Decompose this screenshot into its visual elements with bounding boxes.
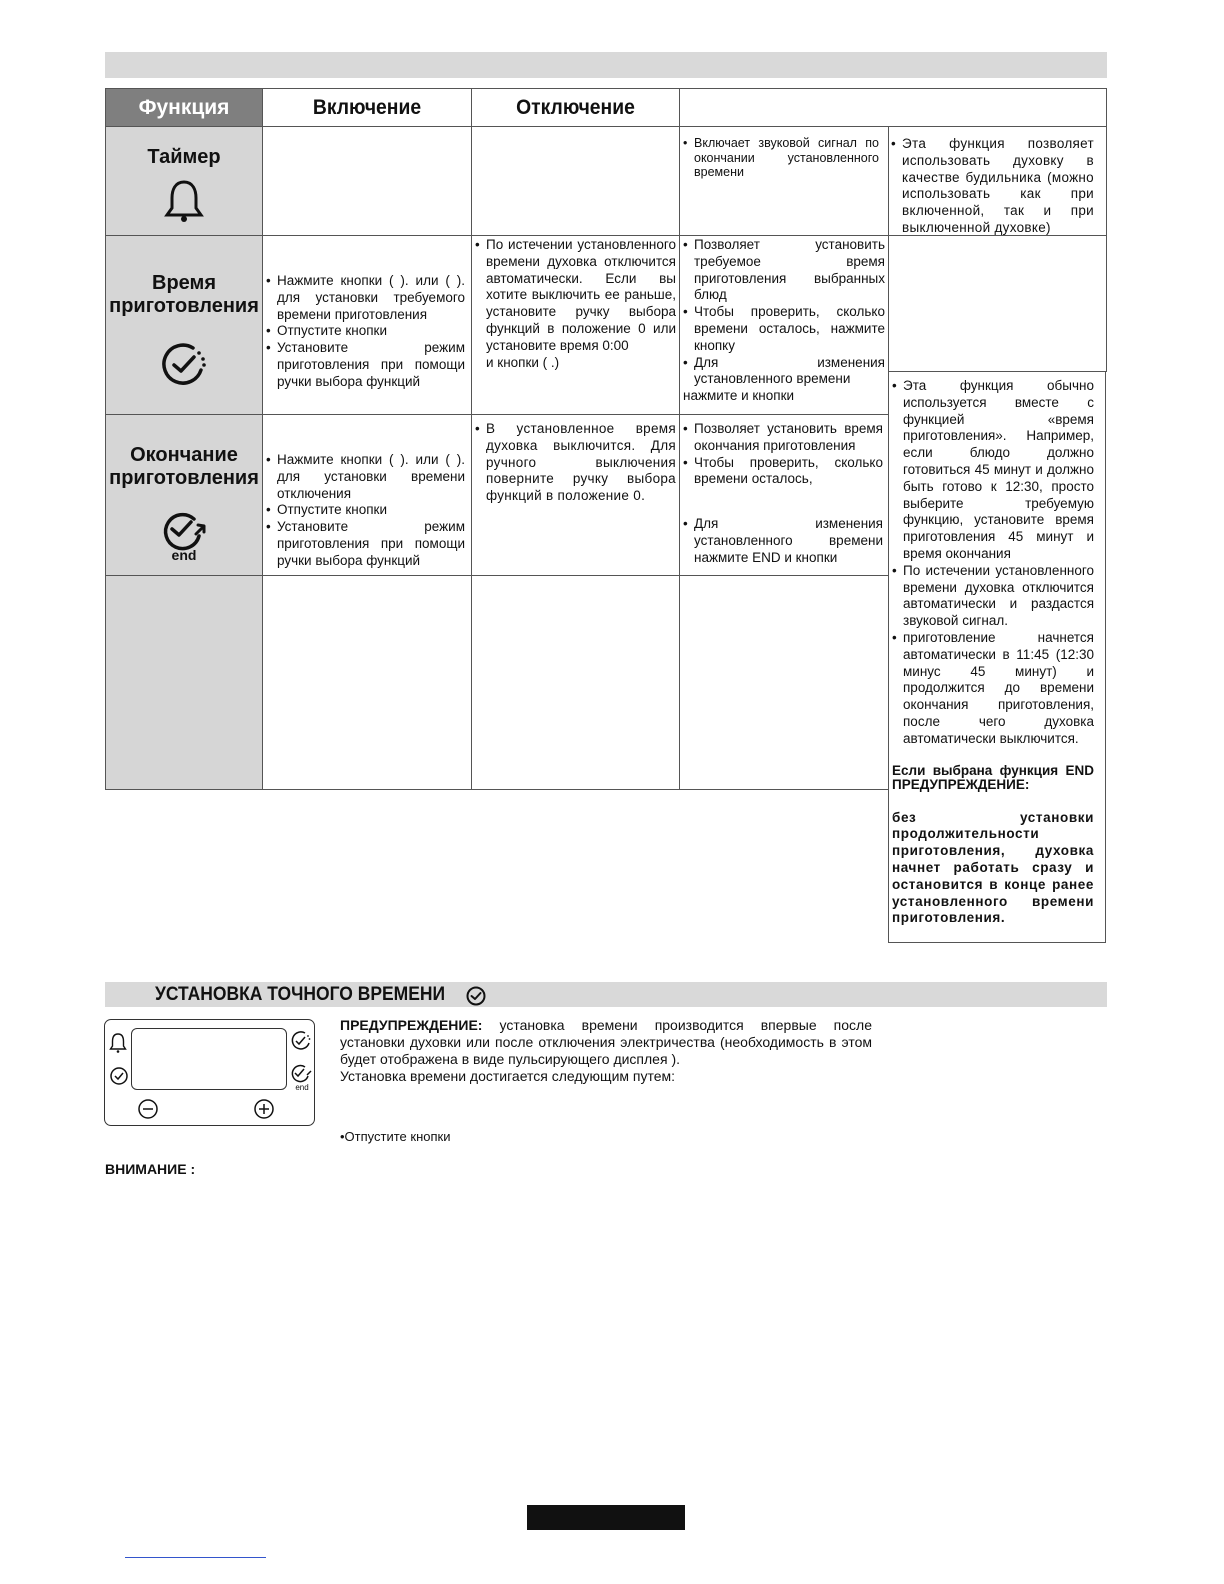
end-time-icon — [160, 510, 210, 567]
attention-label: ВНИМАНИЕ : — [105, 1161, 196, 1177]
top-header-bar — [105, 52, 1107, 78]
table-border-bottom — [105, 789, 888, 790]
header-notes — [697, 89, 1090, 126]
clock-method: Установка времени достигается следующим путем: — [340, 1068, 676, 1084]
footer-bar — [527, 1505, 685, 1530]
cooktime-name-2: приготовления — [109, 295, 259, 317]
footer-line — [125, 1557, 266, 1558]
endtime-desc: • Позволяет установить время окончания приготовления • Чтобы проверить, сколько времени осталось, • Для изменения установленного времени нажмите END и кнопки — [683, 421, 883, 567]
table-border-top — [105, 88, 1107, 89]
cooking-time-icon — [160, 340, 210, 395]
control-panel — [104, 1019, 315, 1126]
col-divider-4 — [888, 126, 889, 372]
cooktime-off: • По истечении установленного времени духовка отключится автоматически. Если вы хотите выключить ее раньше, установите ручку выбора функций в положение 0 или установите время 0:00 и кнопки ( .) — [475, 237, 676, 371]
table-border-left — [105, 88, 106, 790]
timer-name: Таймер — [147, 146, 221, 168]
endtime-name-1: Окончание — [130, 444, 238, 466]
clock-release: •Отпустите кнопки — [340, 1129, 451, 1144]
clock-warning: ПРЕДУПРЕЖДЕНИЕ: установка времени производится впервые после установки духовки или после отключения электричества (необходимость в этом будет отображена в виде пульсирующего дисплея ). — [340, 1017, 872, 1067]
plus-icon[interactable] — [253, 1098, 275, 1120]
header-off: Отключение — [516, 95, 635, 119]
table-header-divider — [105, 126, 1107, 127]
svg-text:end: end — [295, 1083, 309, 1092]
timer-note: • Эта функция позволяет использовать духовку в качестве будильника (можно использовать как при включенной, так и при выключенной духовке) — [891, 136, 1094, 237]
bell-icon — [164, 178, 204, 229]
clock-section-title: УСТАНОВКА ТОЧНОГО ВРЕМЕНИ — [155, 984, 446, 1005]
end-time-icon[interactable] — [290, 1064, 314, 1092]
header-function: Функция — [106, 89, 262, 126]
row-divider-2 — [105, 414, 888, 415]
endtime-off: • В установленное время духовка выключится. Для ручного выключения поверните ручку выбора функций в положение 0. — [475, 421, 676, 505]
col-divider-3 — [679, 88, 680, 790]
timer-desc: • Включает звуковой сигнал по окончании установленного времени — [683, 136, 879, 180]
side-notes: • Эта функция обычно используется вместе с функцией «время приготовления». Например, если блюдо должно готовиться 45 минут и должно быть готово к 12:30, просто выберите требуемую функцию, установите время приготовления 45 минут и время окончания • По истечении установленного времени духовка отключится автоматически и раздастся звуковой сигнал. • приготовление начнется автоматически в 11:45 (12:30 минус 45 минут) и продолжится до времени окончания приготовления, после чего духовка автоматически выключится. Если выбрана функция END ПРЕДУПРЕЖДЕНИЕ: без установки продолжительности приготовления, духовка начнет работать сразу и остановится в конце ранее установленного времени приготовления. — [892, 378, 1094, 927]
endtime-name-2: приготовления — [109, 467, 259, 489]
cooktime-name-1: Время — [152, 272, 216, 294]
cooktime-on: • Нажмите кнопки ( ). или ( ). для установки требуемого времени приготовления • Отпустите кнопки • Установите режим приготовления при помощи ручки выбора функций — [266, 273, 465, 391]
row-divider-3 — [105, 575, 888, 576]
col-divider-2 — [471, 88, 472, 790]
clock-icon[interactable] — [109, 1066, 129, 1086]
panel-display — [131, 1028, 287, 1090]
bell-icon[interactable] — [109, 1032, 127, 1054]
col-divider-1 — [262, 88, 263, 790]
table-border-right — [1106, 88, 1107, 372]
endtime-on: • Нажмите кнопки ( ). или ( ). для установки времени отключения • Отпустите кнопки • Установите режим приготовления при помощи ручки выбора функций — [266, 452, 465, 570]
cooking-time-icon[interactable] — [290, 1030, 312, 1052]
clock-check-icon — [465, 985, 487, 1012]
minus-icon[interactable] — [137, 1098, 159, 1120]
svg-text:end: end — [171, 547, 197, 562]
header-on: Включение — [312, 95, 422, 119]
cooktime-desc: • Позволяет установить требуемое время приготовления выбранных блюд • Чтобы проверить, сколько времени осталось, нажмите кнопку • Для изменения установленного времени нажмите и кнопки — [683, 237, 885, 405]
